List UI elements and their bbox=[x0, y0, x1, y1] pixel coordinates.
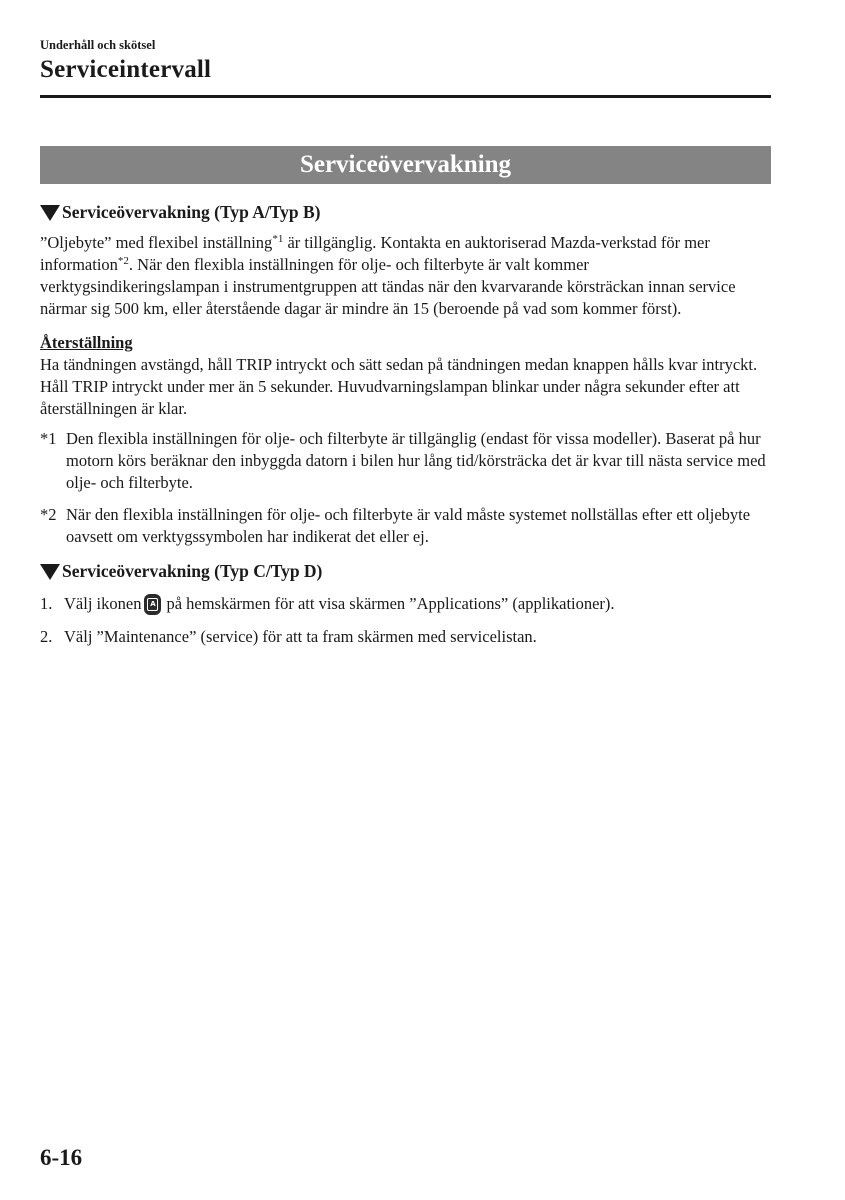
intro-paragraph bbox=[40, 232, 771, 320]
subheading-text: Serviceövervakning (Typ A/Typ B) bbox=[62, 202, 321, 222]
subheading-type-ab bbox=[40, 200, 771, 224]
intro-text-1: ”Oljebyte” med flexibel inställning bbox=[40, 233, 273, 252]
step-text-after: på hemskärmen för att visa skärmen ”Applications” (applikationer). bbox=[166, 594, 615, 613]
footnote-text: När den flexibla inställningen för olje- och filterbyte är vald måste systemet nollställas efter ett oljebyte oavsett om verktygssymbolen har indikerat det eller ej. bbox=[66, 505, 751, 546]
footnote-mark: *2 bbox=[40, 505, 57, 524]
footnote-mark: *1 bbox=[40, 429, 57, 448]
subheading-type-cd bbox=[40, 559, 771, 583]
header-rule bbox=[40, 95, 771, 98]
reset-paragraph: Ha tändningen avstängd, håll TRIP intryckt och sätt sedan på tändningen medan knappen hålls kvar intryckt. Håll TRIP intryckt under mer än 5 sekunder. Huvudvarningslampan blinkar under några sekunder efter att återställningen är klar. bbox=[40, 355, 758, 418]
triangle-down-icon bbox=[40, 205, 60, 221]
subheading-text: Serviceövervakning (Typ C/Typ D) bbox=[62, 561, 323, 581]
manual-page bbox=[40, 0, 771, 1200]
footnote-text: Den flexibla inställningen för olje- och filterbyte är tillgänglig (endast för vissa modeller). Baserat på hur motorn körs beräknar den inbyggda datorn i bilen hur lång tid/körsträcka det är kvar till nästa service med olje- och filterbyte. bbox=[66, 429, 766, 492]
step-1 bbox=[40, 593, 771, 615]
footnote-ref-2: *2 bbox=[117, 255, 129, 267]
footnote-2 bbox=[40, 504, 771, 548]
reset-title: Återställning bbox=[40, 333, 133, 352]
banner-title: Serviceövervakning bbox=[299, 151, 512, 178]
applications-icon: A bbox=[144, 594, 161, 615]
intro-text-3: . När den flexibla inställningen för olje- och filterbyte är valt kommer verktygsindikeringslampan i instrumentgruppen att tändas när den kvarvarande körsträckan innan service närmar sig 500 km, eller återstående dagar är mindre än 15 (beroende på vad som kommer först). bbox=[40, 255, 736, 318]
footnote-ref-1: *1 bbox=[272, 233, 284, 245]
step-number: 2. bbox=[40, 627, 53, 646]
step-text-before: Välj ikonen bbox=[64, 594, 142, 613]
triangle-down-icon bbox=[40, 564, 60, 580]
content bbox=[40, 200, 771, 648]
page-number: 6-16 bbox=[40, 1145, 83, 1170]
step-number: 1. bbox=[40, 594, 53, 613]
intro-text-2: är tillgänglig. Kontakta en auktoriserad Mazda-verkstad för mer information bbox=[40, 233, 710, 274]
step-text: Välj ”Maintenance” (service) för att ta fram skärmen med servicelistan. bbox=[64, 627, 537, 646]
footnote-1 bbox=[40, 428, 771, 494]
section-title: Serviceintervall bbox=[40, 56, 212, 83]
chapter-header: Underhåll och skötsel bbox=[40, 38, 156, 52]
topic-banner bbox=[40, 146, 771, 184]
step-2 bbox=[40, 626, 771, 648]
